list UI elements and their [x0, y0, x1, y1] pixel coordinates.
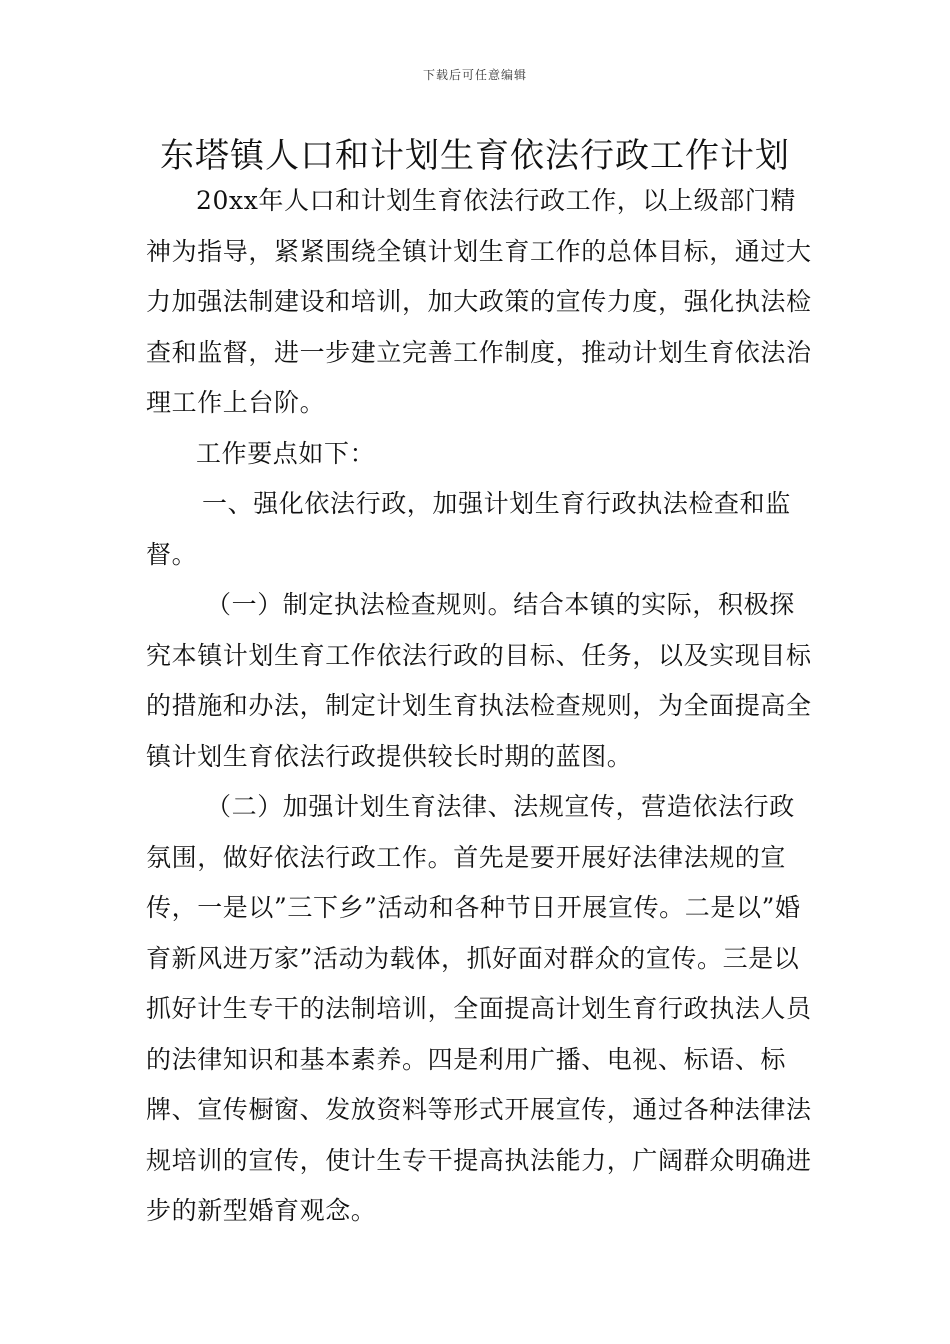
document-body — [146, 176, 818, 1237]
points-lead-paragraph: 工作要点如下： — [196, 438, 376, 468]
item-1-paragraph: （一）制定执法检查规则。结合本镇的实际，积极探究本镇计划生育工作依法行政的目标、任务，以及实现目标的措施和办法，制定计划生育执法检查规则，为全面提高全镇计划生育依法行政提供较长时期的蓝图。 — [146, 590, 812, 771]
document-title: 东塔镇人口和计划生育依法行政工作计划 — [160, 136, 790, 176]
item-2-paragraph: （二）加强计划生育法律、法规宣传，营造依法行政氛围，做好依法行政工作。首先是要开展好法律法规的宣传，一是以”三下乡”活动和各种节日开展宣传。二是以”婚育新风进万家”活动为载体，抓好面对群众的宣传。三是以抓好计生专干的法制培训，全面提高计划生育行政执法人员的法律知识和基本素养。四是利用广播、电视、标语、标牌、宣传橱窗、发放资料等形式开展宣传，通过各种法律法规培训的宣传，使计生专干提高执法能力，广阔群众明确进步的新型婚育观念。 — [146, 792, 812, 1225]
header-note: 下载后可任意编辑 — [422, 68, 527, 82]
section-1-heading: 一、强化依法行政，加强计划生育行政执法检查和监督。 — [146, 489, 791, 569]
intro-paragraph: 20xx年人口和计划生育依法行政工作，以上级部门精神为指导，紧紧围绕全镇计划生育工作的总体目标，通过大力加强法制建设和培训，加大政策的宣传力度，强化执法检查和监督，进一步建立完善工作制度，推动计划生育依法治理工作上台阶。 — [146, 186, 812, 417]
